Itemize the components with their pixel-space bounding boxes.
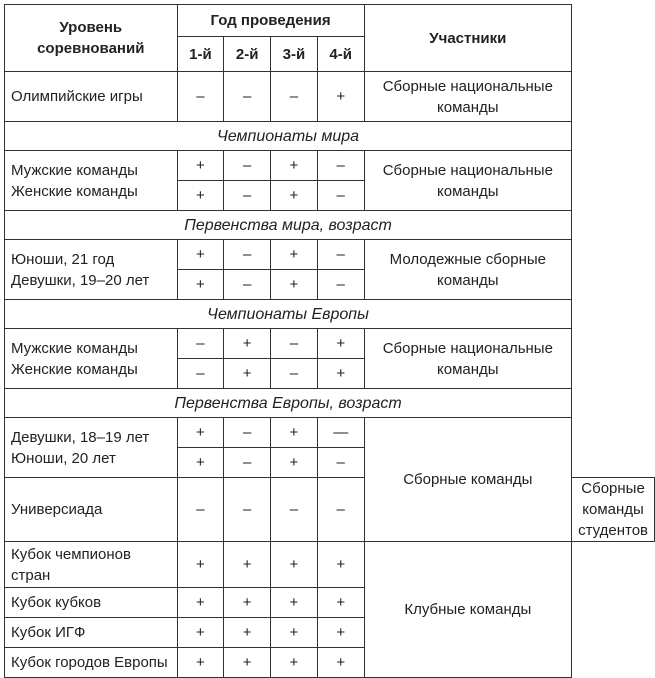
mark-cell: +	[177, 588, 224, 618]
mark-cell: –	[224, 151, 271, 181]
section-title: Чемпионаты Европы	[5, 300, 572, 329]
mark-cell: –	[177, 359, 224, 389]
row-club-name: Кубок кубков	[5, 588, 178, 618]
mark-cell: +	[271, 270, 318, 300]
table-row	[5, 72, 655, 122]
mark-cell: –	[224, 72, 271, 122]
participants-cell: Молодежные сборные команды	[364, 240, 572, 300]
table-row	[5, 418, 655, 448]
mark-cell: –	[271, 72, 318, 122]
participants-cell: Клубные команды	[364, 542, 572, 678]
mark-cell: +	[177, 418, 224, 448]
mark-cell: –	[177, 329, 224, 359]
mark-cell: +	[317, 329, 364, 359]
header-year-3: 3-й	[271, 37, 318, 72]
header-year-4: 4-й	[317, 37, 364, 72]
header-participants: Участники	[364, 5, 572, 72]
mark-cell: –	[224, 181, 271, 211]
section-title: Первенства мира, возраст	[5, 211, 572, 240]
header-year-1: 1-й	[177, 37, 224, 72]
participants-cell: Сборные национальные команды	[364, 151, 572, 211]
mark-cell: +	[224, 618, 271, 648]
mark-cell: –	[224, 270, 271, 300]
mark-cell: +	[224, 359, 271, 389]
mark-cell: +	[271, 240, 318, 270]
header-year-2: 2-й	[224, 37, 271, 72]
mark-cell: –	[224, 240, 271, 270]
mark-cell: –	[271, 478, 318, 542]
mark-cell: –	[271, 359, 318, 389]
mark-cell: +	[177, 648, 224, 678]
row-olympic-name: Олимпийские игры	[5, 72, 178, 122]
row-name: Мужские команды	[11, 161, 138, 179]
mark-cell: +	[177, 618, 224, 648]
mark-cell: –	[224, 418, 271, 448]
row-universiade-name: Универсиада	[5, 478, 178, 542]
mark-cell: +	[271, 648, 318, 678]
competition-table	[4, 4, 655, 678]
mark-cell: +	[177, 448, 224, 478]
mark-cell: +	[317, 72, 364, 122]
mark-cell: –	[317, 181, 364, 211]
mark-cell: +	[177, 270, 224, 300]
mark-cell: –	[177, 478, 224, 542]
row-name: Девушки, 18–19 лет	[11, 428, 150, 446]
header-level: Уровень соревнований	[5, 5, 178, 72]
mark-cell: +	[224, 329, 271, 359]
mark-cell: +	[177, 240, 224, 270]
row-names	[5, 240, 178, 300]
mark-cell: –	[317, 240, 364, 270]
mark-cell: –	[317, 270, 364, 300]
row-names	[5, 418, 178, 478]
mark-cell: +	[271, 151, 318, 181]
mark-cell: –	[317, 151, 364, 181]
row-name: Юноши, 20 лет	[11, 449, 116, 467]
header-year: Год проведения	[177, 5, 364, 37]
mark-cell: –	[271, 329, 318, 359]
section-title: Первенства Европы, возраст	[5, 389, 572, 418]
mark-cell: +	[224, 588, 271, 618]
row-names	[5, 329, 178, 389]
mark-cell: –	[317, 448, 364, 478]
participants-cell: Сборные национальные команды	[364, 72, 572, 122]
participants-cell: Сборные команды	[364, 418, 572, 542]
row-club-name: Кубок чемпионов стран	[5, 542, 178, 588]
mark-cell: +	[317, 618, 364, 648]
table-row	[5, 542, 655, 588]
mark-cell: +	[271, 418, 318, 448]
mark-cell: —	[317, 418, 364, 448]
table-row	[5, 329, 655, 359]
row-name: Девушки, 19–20 лет	[11, 271, 150, 289]
table-row	[5, 151, 655, 181]
mark-cell: +	[317, 588, 364, 618]
mark-cell: –	[177, 72, 224, 122]
row-name: Юноши, 21 год	[11, 250, 115, 268]
row-name: Женские команды	[11, 360, 138, 378]
mark-cell: +	[177, 542, 224, 588]
mark-cell: +	[317, 648, 364, 678]
mark-cell: +	[224, 648, 271, 678]
mark-cell: –	[224, 448, 271, 478]
row-name: Женские команды	[11, 182, 138, 200]
mark-cell: +	[271, 542, 318, 588]
mark-cell: –	[224, 478, 271, 542]
mark-cell: –	[317, 478, 364, 542]
mark-cell: +	[271, 588, 318, 618]
mark-cell: +	[317, 542, 364, 588]
participants-cell: Сборные национальные команды	[364, 329, 572, 389]
mark-cell: +	[317, 359, 364, 389]
mark-cell: +	[177, 151, 224, 181]
section-title: Чемпионаты мира	[5, 122, 572, 151]
mark-cell: +	[271, 618, 318, 648]
participants-cell: Сборные команды студентов	[572, 478, 655, 542]
mark-cell: +	[224, 542, 271, 588]
mark-cell: +	[177, 181, 224, 211]
mark-cell: +	[271, 448, 318, 478]
table-row	[5, 240, 655, 270]
row-club-name: Кубок городов Европы	[5, 648, 178, 678]
row-names	[5, 151, 178, 211]
mark-cell: +	[271, 181, 318, 211]
row-name: Мужские команды	[11, 339, 138, 357]
row-club-name: Кубок ИГФ	[5, 618, 178, 648]
